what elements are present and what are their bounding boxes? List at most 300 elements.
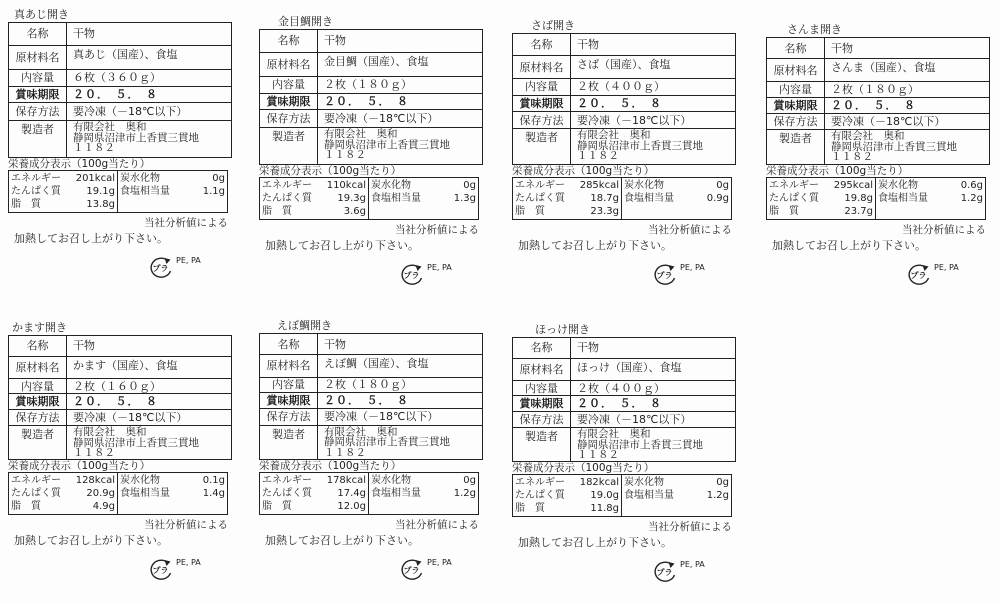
manufacturer-company: 有限会社 奥和 (324, 425, 398, 438)
field-value-manufacturer (571, 428, 736, 462)
field-label-best-before: 賞味期限 (9, 87, 67, 104)
field-value-ingredients: さんま（国産）、食塩 (825, 59, 990, 81)
carbs-label: 炭水化物 (624, 477, 664, 488)
manufacturer-address: 静岡県沼津市上香貫三貫地 (324, 436, 450, 449)
salt-label: 食塩相当量 (120, 488, 170, 499)
field-label-best-before: 賞味期限 (260, 94, 318, 111)
manufacturer-company: 有限会社 奥和 (73, 121, 147, 134)
protein-label: たんぱく質 (11, 488, 61, 499)
label-title: ほっけ開き (535, 323, 590, 336)
recycle-mark-text: プラ (152, 264, 169, 273)
field-value-ingredients: ほっけ（国産）、食塩 (571, 359, 736, 381)
field-label-ingredients: 原材料名 (9, 357, 67, 379)
recycle-materials: PE, PA (427, 558, 452, 567)
field-value-manufacturer (67, 121, 232, 158)
salt-label: 食塩相当量 (371, 488, 421, 499)
nutrition-column-right (622, 178, 731, 219)
field-value-ingredients: えぼ鯛（国産）、食塩 (318, 355, 483, 377)
nutrition-row-protein (515, 489, 619, 502)
nutrition-column-right (369, 473, 478, 514)
energy-label: エネルギー (769, 180, 819, 191)
field-label-contents: 内容量 (9, 70, 67, 87)
salt-value: 1.3g (453, 193, 476, 204)
energy-label: エネルギー (262, 180, 312, 191)
nutrition-column-left (513, 178, 622, 219)
protein-value: 17.4g (337, 488, 366, 499)
manufacturer-address: 静岡県沼津市上香貫三貫地 (73, 131, 199, 144)
field-value-best-before: ２０． ５． ８ (318, 393, 483, 409)
nutrition-table (259, 472, 479, 515)
field-value-best-before: ２０． ５． ８ (67, 394, 232, 410)
fat-label: 脂 質 (11, 199, 41, 210)
nutrition-column-left (9, 473, 118, 514)
fat-value: 3.6g (343, 206, 366, 217)
fat-label: 脂 質 (515, 206, 545, 217)
field-value-best-before: ２０． ５． ８ (318, 94, 483, 111)
manufacturer-address: 静岡県沼津市上香貫三貫地 (324, 138, 450, 151)
fat-value: 11.8g (590, 503, 619, 514)
protein-value: 19.8g (844, 193, 873, 204)
nutrition-row-fat (262, 500, 366, 513)
protein-value: 20.9g (86, 488, 115, 499)
field-label-best-before: 賞味期限 (513, 96, 571, 112)
field-label-ingredients: 原材料名 (513, 359, 571, 381)
nutrition-heading: 栄養成分表示（100g当たり） (259, 165, 402, 177)
manufacturer-address-number: １１８２ (73, 142, 115, 155)
nutrition-row-energy (11, 172, 115, 185)
cooking-instruction: 加熱してお召し上がり下さい。 (265, 239, 419, 252)
field-label-manufacturer: 製造者 (260, 426, 318, 460)
nutrition-row-carbs (371, 474, 476, 487)
nutrition-row-fat (11, 198, 115, 211)
carbs-label: 炭水化物 (624, 180, 664, 191)
field-label-ingredients: 原材料名 (260, 355, 318, 377)
field-label-name: 名称 (9, 336, 67, 357)
nutrition-column-left (260, 473, 369, 514)
nutrition-row-salt (624, 192, 729, 205)
field-value-storage: 要冷凍（－18℃以下） (318, 409, 483, 426)
cooking-instruction: 加熱してお召し上がり下さい。 (518, 536, 672, 549)
carbs-label: 炭水化物 (371, 180, 411, 191)
recycle-mark-text: プラ (403, 566, 420, 575)
recycle-materials: PE, PA (176, 256, 201, 265)
nutrition-row-salt (371, 192, 476, 205)
energy-label: エネルギー (11, 475, 61, 486)
product-label (259, 319, 485, 583)
salt-label: 食塩相当量 (624, 490, 674, 501)
energy-label: エネルギー (515, 180, 565, 191)
field-label-manufacturer: 製造者 (260, 128, 318, 165)
manufacturer-address: 静岡県沼津市上香貫三貫地 (73, 436, 199, 449)
field-label-storage: 保存方法 (9, 103, 67, 121)
nutrition-row-protein (515, 192, 619, 205)
field-value-ingredients: かます（国産）、食塩 (67, 357, 232, 379)
field-label-storage: 保存方法 (260, 409, 318, 426)
field-value-contents: ２枚（１８０ｇ） (318, 378, 483, 394)
field-value-manufacturer (67, 426, 232, 460)
protein-value: 19.0g (590, 490, 619, 501)
manufacturer-address-number: １１８２ (324, 446, 366, 459)
energy-value: 285kcal (579, 180, 619, 191)
cooking-instruction: 加熱してお召し上がり下さい。 (265, 534, 419, 547)
product-label (259, 15, 485, 288)
analysis-note: 当社分析値による (902, 224, 986, 236)
field-value-ingredients: さば（国産）、食塩 (571, 56, 736, 79)
product-label (512, 323, 738, 585)
field-value-contents: ２枚（４００ｇ） (571, 381, 736, 397)
energy-label: エネルギー (11, 173, 61, 184)
nutrition-row-carbs (120, 172, 225, 185)
nutrition-row-salt (624, 489, 729, 502)
field-value-manufacturer (571, 129, 736, 165)
nutrition-row-fat (769, 205, 873, 218)
product-label (766, 23, 992, 288)
product-info-table (512, 337, 736, 462)
field-value-storage: 要冷凍（－18℃以下） (318, 110, 483, 128)
salt-label: 食塩相当量 (371, 193, 421, 204)
field-value-storage: 要冷凍（－18℃以下） (571, 112, 736, 129)
field-label-manufacturer: 製造者 (513, 428, 571, 462)
manufacturer-company: 有限会社 奥和 (324, 128, 398, 141)
fat-label: 脂 質 (11, 501, 41, 512)
nutrition-row-salt (120, 185, 225, 198)
field-label-manufacturer: 製造者 (9, 426, 67, 460)
field-value-name: 干物 (571, 338, 736, 359)
nutrition-heading: 栄養成分表示（100g当たり） (512, 165, 655, 177)
label-title: えぼ鯛開き (277, 319, 332, 332)
salt-value: 1.4g (202, 488, 225, 499)
field-value-manufacturer (825, 130, 990, 165)
fat-label: 脂 質 (262, 501, 292, 512)
carbs-value: 0.1g (202, 475, 225, 486)
label-title: さば開き (531, 19, 575, 32)
field-value-name: 干物 (571, 34, 736, 56)
nutrition-row-carbs (624, 476, 729, 489)
nutrition-column-right (369, 178, 478, 219)
field-label-ingredients: 原材料名 (9, 46, 67, 70)
nutrition-column-left (260, 178, 369, 219)
label-title: かます開き (12, 321, 67, 334)
nutrition-row-protein (11, 185, 115, 198)
field-label-contents: 内容量 (260, 77, 318, 94)
manufacturer-address: 静岡県沼津市上香貫三貫地 (831, 140, 957, 153)
nutrition-column-left (767, 178, 876, 219)
cooking-instruction: 加熱してお召し上がり下さい。 (772, 239, 926, 252)
recycle-materials: PE, PA (680, 263, 705, 272)
field-label-contents: 内容量 (513, 381, 571, 397)
salt-value: 1.2g (706, 490, 729, 501)
field-value-manufacturer (318, 426, 483, 460)
carbs-label: 炭水化物 (878, 180, 918, 191)
fat-value: 4.9g (92, 501, 115, 512)
recycle-mark (259, 550, 485, 583)
field-label-best-before: 賞味期限 (9, 394, 67, 410)
plastic-recycle-icon (906, 263, 932, 287)
nutrition-row-fat (11, 500, 115, 513)
field-label-name: 名称 (513, 338, 571, 359)
nutrition-heading: 栄養成分表示（100g当たり） (259, 460, 402, 472)
field-value-contents: ２枚（１８０ｇ） (318, 77, 483, 94)
salt-label: 食塩相当量 (878, 193, 928, 204)
fat-value: 12.0g (337, 501, 366, 512)
nutrition-heading: 栄養成分表示（100g当たり） (8, 158, 151, 170)
energy-value: 182kcal (579, 477, 619, 488)
field-label-best-before: 賞味期限 (767, 98, 825, 114)
field-label-contents: 内容量 (513, 79, 571, 95)
salt-label: 食塩相当量 (624, 193, 674, 204)
field-label-manufacturer: 製造者 (9, 121, 67, 158)
carbs-value: 0g (463, 475, 476, 486)
field-label-storage: 保存方法 (513, 412, 571, 428)
field-label-name: 名称 (260, 30, 318, 53)
carbs-label: 炭水化物 (120, 173, 160, 184)
field-value-contents: ２枚（１６０ｇ） (67, 379, 232, 395)
recycle-materials: PE, PA (427, 263, 452, 272)
nutrition-column-right (622, 475, 731, 516)
field-label-storage: 保存方法 (767, 114, 825, 131)
field-value-storage: 要冷凍（－18℃以下） (825, 114, 990, 131)
nutrition-table (259, 177, 479, 220)
field-value-best-before: ２０． ５． ８ (571, 96, 736, 112)
manufacturer-address-number: １１８２ (324, 149, 366, 162)
salt-value: 1.2g (960, 193, 983, 204)
field-label-storage: 保存方法 (260, 110, 318, 128)
analysis-note: 当社分析値による (395, 224, 479, 236)
energy-value: 178kcal (326, 475, 366, 486)
manufacturer-address-number: １１８２ (577, 449, 619, 462)
field-label-contents: 内容量 (260, 378, 318, 394)
recycle-mark (512, 552, 738, 585)
field-value-ingredients: 金目鯛（国産）、食塩 (318, 53, 483, 77)
nutrition-row-carbs (624, 179, 729, 192)
nutrition-row-energy (515, 476, 619, 489)
nutrition-row-energy (769, 179, 873, 192)
field-label-best-before: 賞味期限 (260, 393, 318, 409)
carbs-value: 0g (716, 477, 729, 488)
fat-label: 脂 質 (262, 206, 292, 217)
manufacturer-address-number: １１８２ (831, 151, 873, 164)
recycle-materials: PE, PA (680, 560, 705, 569)
recycle-materials: PE, PA (176, 558, 201, 567)
salt-value: 1.2g (453, 488, 476, 499)
energy-label: エネルギー (515, 477, 565, 488)
energy-value: 295kcal (833, 180, 873, 191)
energy-value: 201kcal (75, 173, 115, 184)
field-value-name: 干物 (318, 334, 483, 355)
recycle-mark-text: プラ (656, 568, 673, 577)
analysis-note: 当社分析値による (648, 521, 732, 533)
carbs-value: 0g (716, 180, 729, 191)
nutrition-row-protein (262, 487, 366, 500)
nutrition-row-energy (262, 474, 366, 487)
nutrition-row-fat (515, 502, 619, 515)
nutrition-column-right (876, 178, 985, 219)
nutrition-row-energy (515, 179, 619, 192)
product-info-table (259, 333, 483, 460)
cooking-instruction: 加熱してお召し上がり下さい。 (518, 239, 672, 252)
plastic-recycle-icon (148, 256, 174, 280)
field-label-manufacturer: 製造者 (513, 129, 571, 165)
recycle-mark-text: プラ (656, 271, 673, 280)
field-value-best-before: ２０． ５． ８ (571, 396, 736, 412)
field-label-contents: 内容量 (767, 82, 825, 98)
protein-label: たんぱく質 (262, 193, 312, 204)
field-value-contents: ２枚（４００ｇ） (571, 79, 736, 95)
field-label-name: 名称 (9, 23, 67, 46)
manufacturer-company: 有限会社 奥和 (73, 426, 147, 439)
nutrition-column-left (513, 475, 622, 516)
nutrition-row-carbs (878, 179, 983, 192)
nutrition-heading: 栄養成分表示（100g当たり） (512, 462, 655, 474)
nutrition-heading: 栄養成分表示（100g当たり） (766, 165, 909, 177)
nutrition-row-carbs (120, 474, 225, 487)
label-title: 真あじ開き (14, 8, 69, 21)
nutrition-row-protein (11, 487, 115, 500)
analysis-note: 当社分析値による (144, 217, 228, 229)
carbs-label: 炭水化物 (371, 475, 411, 486)
nutrition-row-energy (11, 474, 115, 487)
recycle-mark (766, 255, 992, 288)
plastic-recycle-icon (148, 558, 174, 582)
field-label-ingredients: 原材料名 (260, 53, 318, 77)
carbs-value: 0g (212, 173, 225, 184)
nutrition-row-salt (120, 487, 225, 500)
manufacturer-company: 有限会社 奥和 (577, 129, 651, 142)
recycle-mark-text: プラ (403, 271, 420, 280)
plastic-recycle-icon (399, 263, 425, 287)
protein-label: たんぱく質 (515, 490, 565, 501)
field-value-name: 干物 (825, 38, 990, 59)
field-value-name: 干物 (67, 23, 232, 46)
protein-label: たんぱく質 (262, 488, 312, 499)
product-info-table (512, 33, 736, 165)
product-info-table (8, 335, 232, 460)
nutrition-table (8, 170, 228, 213)
nutrition-table (8, 472, 228, 515)
salt-value: 1.1g (202, 186, 225, 197)
field-label-ingredients: 原材料名 (767, 59, 825, 81)
cooking-instruction: 加熱してお召し上がり下さい。 (14, 534, 168, 547)
field-label-manufacturer: 製造者 (767, 130, 825, 165)
product-label (8, 321, 234, 583)
field-label-name: 名称 (513, 34, 571, 56)
field-value-storage: 要冷凍（－18℃以下） (67, 103, 232, 121)
field-value-contents: ６枚（３６０ｇ） (67, 70, 232, 87)
nutrition-row-fat (515, 205, 619, 218)
nutrition-table (512, 177, 732, 220)
nutrition-heading: 栄養成分表示（100g当たり） (8, 460, 151, 472)
field-value-contents: ２枚（１８０ｇ） (825, 82, 990, 98)
manufacturer-address: 静岡県沼津市上香貫三貫地 (577, 438, 703, 451)
recycle-mark-text: プラ (910, 271, 927, 280)
nutrition-row-fat (262, 205, 366, 218)
energy-label: エネルギー (262, 475, 312, 486)
salt-value: 0.9g (706, 193, 729, 204)
field-label-ingredients: 原材料名 (513, 56, 571, 79)
manufacturer-address-number: １１８２ (577, 150, 619, 163)
field-label-storage: 保存方法 (9, 410, 67, 426)
product-label (512, 19, 738, 288)
analysis-note: 当社分析値による (395, 519, 479, 531)
field-value-name: 干物 (318, 30, 483, 53)
nutrition-column-right (118, 473, 227, 514)
nutrition-column-left (9, 171, 118, 212)
product-info-table (259, 29, 483, 165)
product-info-table (8, 22, 232, 158)
nutrition-row-salt (371, 487, 476, 500)
protein-value: 18.7g (590, 193, 619, 204)
protein-value: 19.3g (337, 193, 366, 204)
recycle-mark (512, 255, 738, 288)
fat-value: 13.8g (86, 199, 115, 210)
manufacturer-company: 有限会社 奥和 (577, 428, 651, 441)
nutrition-table (512, 474, 732, 517)
protein-label: たんぱく質 (11, 186, 61, 197)
nutrition-row-carbs (371, 179, 476, 192)
protein-label: たんぱく質 (515, 193, 565, 204)
field-label-name: 名称 (767, 38, 825, 59)
nutrition-table (766, 177, 986, 220)
analysis-note: 当社分析値による (144, 519, 228, 531)
field-value-name: 干物 (67, 336, 232, 357)
field-label-name: 名称 (260, 334, 318, 355)
nutrition-row-salt (878, 192, 983, 205)
protein-label: たんぱく質 (769, 193, 819, 204)
carbs-value: 0g (463, 180, 476, 191)
product-info-table (766, 37, 990, 165)
energy-value: 128kcal (75, 475, 115, 486)
plastic-recycle-icon (652, 263, 678, 287)
field-label-best-before: 賞味期限 (513, 396, 571, 412)
fat-value: 23.7g (844, 206, 873, 217)
energy-value: 110kcal (326, 180, 366, 191)
manufacturer-company: 有限会社 奥和 (831, 130, 905, 143)
recycle-mark-text: プラ (152, 566, 169, 575)
analysis-note: 当社分析値による (648, 224, 732, 236)
manufacturer-address: 静岡県沼津市上香貫三貫地 (577, 139, 703, 152)
label-title: さんま開き (787, 23, 842, 36)
product-label (8, 8, 234, 281)
nutrition-row-protein (262, 192, 366, 205)
field-value-best-before: ２０． ５． ８ (67, 87, 232, 104)
protein-value: 19.1g (86, 186, 115, 197)
fat-label: 脂 質 (515, 503, 545, 514)
salt-label: 食塩相当量 (120, 186, 170, 197)
nutrition-row-energy (262, 179, 366, 192)
nutrition-row-protein (769, 192, 873, 205)
label-title: 金目鯛開き (278, 15, 333, 28)
cooking-instruction: 加熱してお召し上がり下さい。 (14, 232, 168, 245)
recycle-mark (8, 550, 234, 583)
recycle-materials: PE, PA (934, 263, 959, 272)
recycle-mark (259, 255, 485, 288)
field-label-storage: 保存方法 (513, 112, 571, 129)
manufacturer-address-number: １１８２ (73, 447, 115, 460)
field-value-storage: 要冷凍（－18℃以下） (67, 410, 232, 426)
field-value-storage: 要冷凍（－18℃以下） (571, 412, 736, 428)
plastic-recycle-icon (652, 560, 678, 584)
carbs-value: 0.6g (960, 180, 983, 191)
nutrition-column-right (118, 171, 227, 212)
field-value-manufacturer (318, 128, 483, 165)
plastic-recycle-icon (399, 558, 425, 582)
carbs-label: 炭水化物 (120, 475, 160, 486)
fat-value: 23.3g (590, 206, 619, 217)
recycle-mark (8, 248, 234, 281)
field-label-contents: 内容量 (9, 379, 67, 395)
field-value-best-before: ２０． ５． ８ (825, 98, 990, 114)
field-value-ingredients: 真あじ（国産）、食塩 (67, 46, 232, 70)
